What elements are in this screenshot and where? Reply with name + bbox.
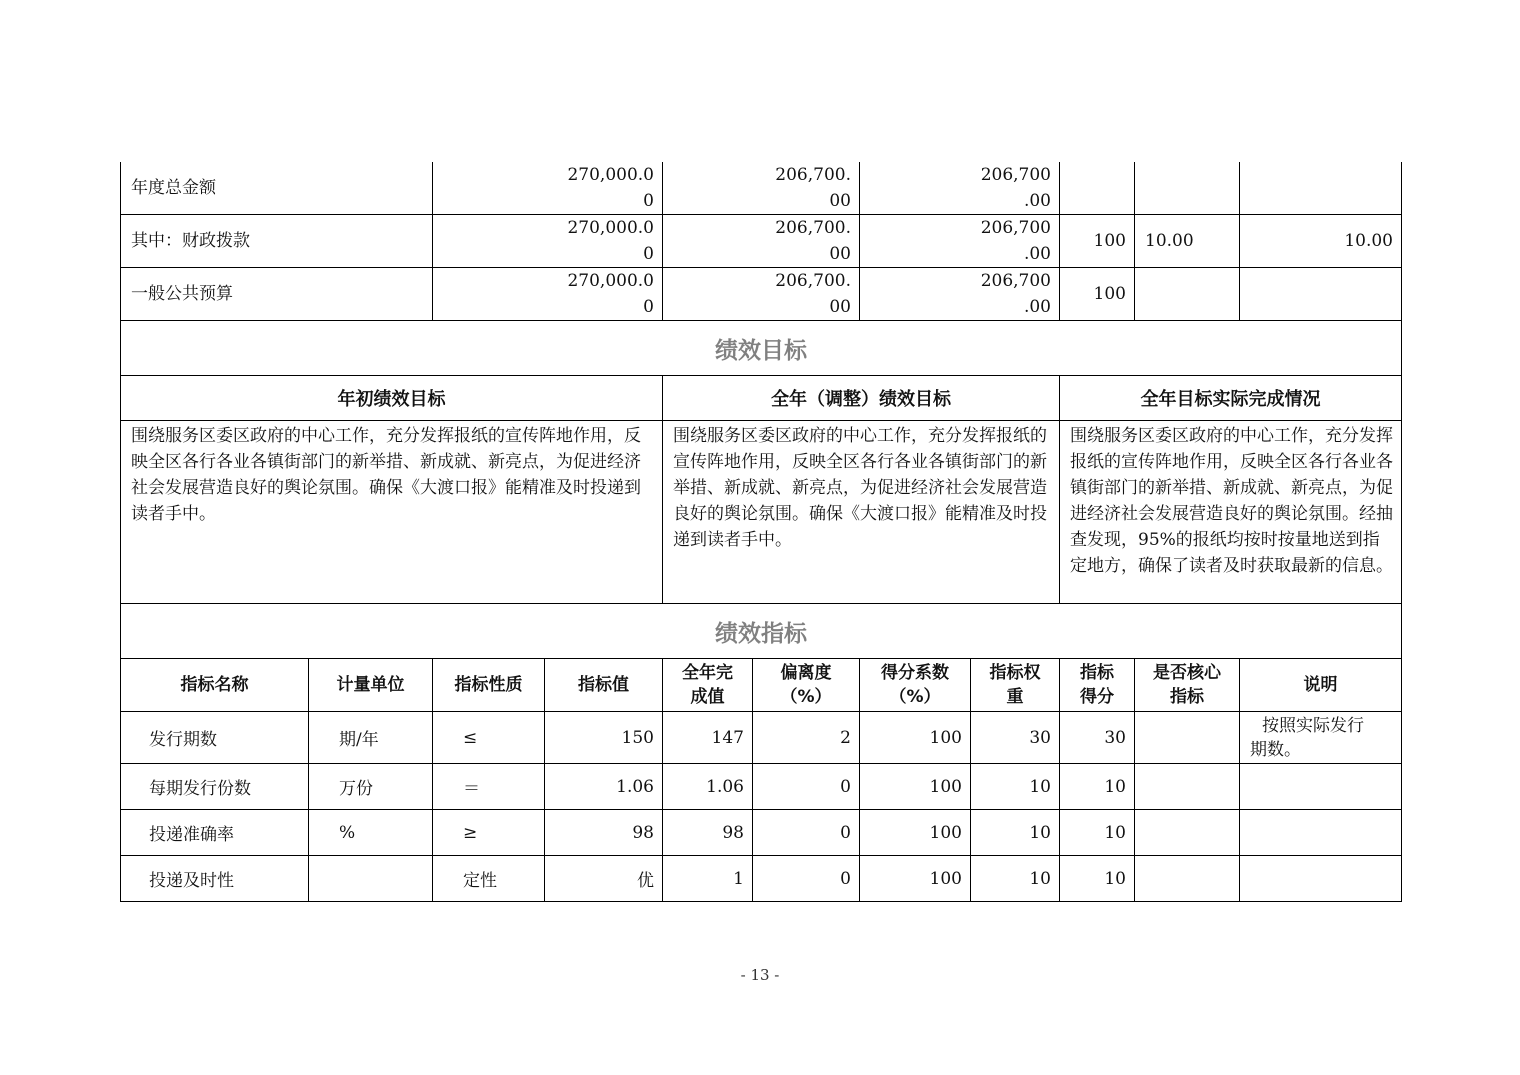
indicator-nature: ＝: [433, 764, 545, 810]
indicator-score: 10: [1060, 764, 1135, 810]
indicator-core: [1135, 764, 1240, 810]
funds-row-general-budget: [121, 268, 1402, 321]
goal-actual-text: 围绕服务区委区政府的中心工作，充分发挥报纸的宣传阵地作用，反映全区各行各业各镇街部门的新举措、新成就、新亮点，为促进经济社会发展营造良好的舆论氛围。经抽查发现，95%的报纸均按时按量地送到指定地方，确保了读者及时获取最新的信息。: [1060, 421, 1402, 604]
indicator-value: 优: [545, 856, 663, 902]
indicator-score: 10: [1060, 810, 1135, 856]
indicator-core: [1135, 810, 1240, 856]
funds-score: [1240, 268, 1402, 321]
indicator-actual: 98: [663, 810, 753, 856]
indicator-unit: 期/年: [309, 712, 433, 764]
table-row: [121, 712, 1402, 764]
indicator-name: 投递准确率: [121, 810, 309, 856]
indicator-weight: 30: [971, 712, 1060, 764]
funds-annual-budget: 270,000.0 0: [433, 268, 663, 321]
indicator-note: 按照实际发行 期数。: [1240, 712, 1402, 764]
funds-weight: [1135, 162, 1240, 215]
funds-executed: 206,700 .00: [860, 268, 1060, 321]
indicator-deviation: 2: [753, 712, 860, 764]
goal-header-adjusted: 全年（调整）绩效目标: [663, 376, 1060, 421]
col-header-actual: 全年完 成值: [663, 659, 753, 712]
indicator-score: 30: [1060, 712, 1135, 764]
col-header-core: 是否核心 指标: [1135, 659, 1240, 712]
indicator-deviation: 0: [753, 856, 860, 902]
col-header-name: 指标名称: [121, 659, 309, 712]
indicator-coef: 100: [860, 764, 971, 810]
funds-score: 10.00: [1240, 215, 1402, 268]
indicator-core: [1135, 712, 1240, 764]
col-header-unit: 计量单位: [309, 659, 433, 712]
funds-executed: 206,700 .00: [860, 215, 1060, 268]
funds-adjusted-budget: 206,700. 00: [663, 162, 860, 215]
indicator-deviation: 0: [753, 810, 860, 856]
indicator-value: 1.06: [545, 764, 663, 810]
col-header-deviation: 偏离度 （%）: [753, 659, 860, 712]
indicator-weight: 10: [971, 764, 1060, 810]
indicator-name: 投递及时性: [121, 856, 309, 902]
goal-initial-text: 围绕服务区委区政府的中心工作，充分发挥报纸的宣传阵地作用，反映全区各行各业各镇街部门的新举措、新成就、新亮点，为促进经济社会发展营造良好的舆论氛围。确保《大渡口报》能精准及时投递到读者手中。: [121, 421, 663, 604]
indicator-value: 150: [545, 712, 663, 764]
funds-weight: 10.00: [1135, 215, 1240, 268]
indicator-coef: 100: [860, 712, 971, 764]
indicator-actual: 1: [663, 856, 753, 902]
funds-row-fiscal: [121, 215, 1402, 268]
indicator-core: [1135, 856, 1240, 902]
funds-exec-rate: [1060, 162, 1135, 215]
funds-exec-rate: 100: [1060, 268, 1135, 321]
indicator-weight: 10: [971, 810, 1060, 856]
col-header-note: 说明: [1240, 659, 1402, 712]
col-header-weight: 指标权 重: [971, 659, 1060, 712]
indicator-actual: 147: [663, 712, 753, 764]
funds-adjusted-budget: 206,700. 00: [663, 215, 860, 268]
col-header-value: 指标值: [545, 659, 663, 712]
funds-adjusted-budget: 206,700. 00: [663, 268, 860, 321]
goal-header-initial: 年初绩效目标: [121, 376, 663, 421]
table-row: [121, 810, 1402, 856]
funds-label: 其中：财政拨款: [121, 215, 433, 268]
funds-label: 一般公共预算: [121, 268, 433, 321]
indicator-nature: ≤: [433, 712, 545, 764]
indicator-deviation: 0: [753, 764, 860, 810]
indicator-unit: %: [309, 810, 433, 856]
indicator-value: 98: [545, 810, 663, 856]
goal-adjusted-text: 围绕服务区委区政府的中心工作，充分发挥报纸的宣传阵地作用，反映全区各行各业各镇街部门的新举措、新成就、新亮点，为促进经济社会发展营造良好的舆论氛围。确保《大渡口报》能精准及时投递到读者手中。: [663, 421, 1060, 604]
funds-table: [120, 162, 1402, 321]
table-row: [121, 764, 1402, 810]
goal-header-actual: 全年目标实际完成情况: [1060, 376, 1402, 421]
funds-weight: [1135, 268, 1240, 321]
col-header-coef: 得分系数 （%）: [860, 659, 971, 712]
indicator-score: 10: [1060, 856, 1135, 902]
funds-exec-rate: 100: [1060, 215, 1135, 268]
funds-score: [1240, 162, 1402, 215]
indicators-table: [120, 604, 1402, 902]
indicator-weight: 10: [971, 856, 1060, 902]
funds-annual-budget: 270,000.0 0: [433, 215, 663, 268]
indicator-unit: [309, 856, 433, 902]
indicators-header-row: [121, 659, 1402, 712]
goals-header-row: [121, 376, 1402, 421]
funds-label: 年度总金额: [121, 162, 433, 215]
table-row: [121, 856, 1402, 902]
indicator-unit: 万份: [309, 764, 433, 810]
indicator-name: 每期发行份数: [121, 764, 309, 810]
indicator-note: [1240, 764, 1402, 810]
indicator-nature: ≥: [433, 810, 545, 856]
indicator-note: [1240, 856, 1402, 902]
funds-annual-budget: 270,000.0 0: [433, 162, 663, 215]
goals-body-row: [121, 421, 1402, 604]
col-header-nature: 指标性质: [433, 659, 545, 712]
goals-table: [120, 321, 1402, 604]
indicator-coef: 100: [860, 810, 971, 856]
indicator-coef: 100: [860, 856, 971, 902]
indicator-actual: 1.06: [663, 764, 753, 810]
performance-report-table: [120, 162, 1401, 902]
indicator-note: [1240, 810, 1402, 856]
goals-section-title: 绩效目标: [121, 321, 1402, 376]
funds-row-total: [121, 162, 1402, 215]
page-number: - 13 -: [740, 966, 780, 984]
col-header-score: 指标 得分: [1060, 659, 1135, 712]
indicator-name: 发行期数: [121, 712, 309, 764]
indicators-section-title: 绩效指标: [121, 604, 1402, 659]
indicator-nature: 定性: [433, 856, 545, 902]
funds-executed: 206,700 .00: [860, 162, 1060, 215]
